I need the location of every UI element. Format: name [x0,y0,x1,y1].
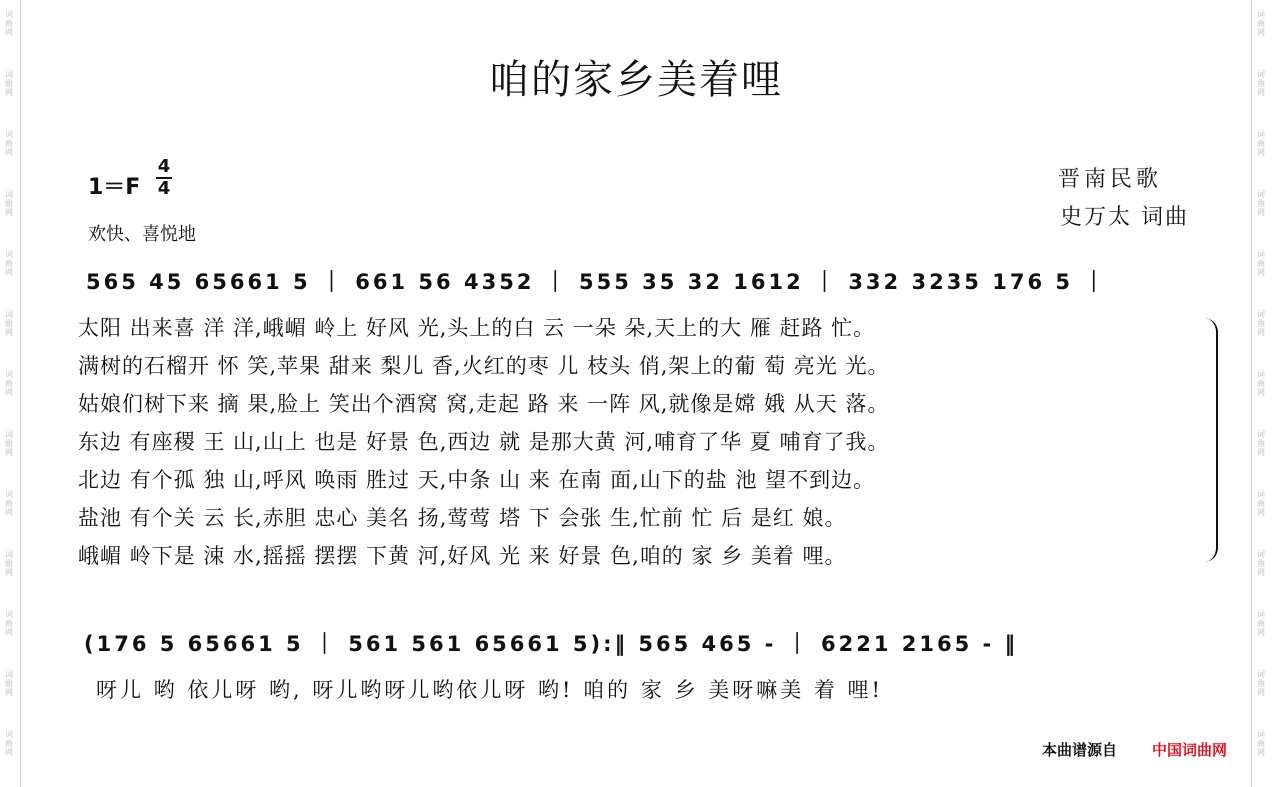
watermark-text: 词曲网 [1257,10,1265,37]
verse-brace [1200,318,1218,562]
meter-bottom: 4 [157,178,171,199]
notation-line-2: (176 5 65661 5 ｜ 561 561 65661 5):‖ 565 465 - ｜ 6221 2165 - ‖ [84,632,1019,656]
watermark-text: 词曲网 [5,310,13,337]
watermark-text: 词曲网 [5,250,13,277]
verse-line-6: 盐池 有个关 云 长,赤胆 忠心 美名 扬,莺莺 塔 下 会张 生,忙前 忙 后 是红 娘。 [78,506,847,530]
tempo-marking: 欢快、喜悦地 [88,224,196,245]
watermark-text: 词曲网 [5,130,13,157]
watermark-text: 词曲网 [5,490,13,517]
watermark-text: 词曲网 [5,550,13,577]
left-watermark-strip [0,0,21,787]
watermark-text: 词曲网 [1257,130,1265,157]
verse-line-1: 太阳 出来喜 洋 洋,峨嵋 岭上 好风 光,头上的白 云 一朵 朵,天上的大 雁 赶路 忙。 [78,316,876,340]
watermark-text: 词曲网 [5,70,13,97]
watermark-text: 词曲网 [1257,370,1265,397]
watermark-text: 词曲网 [5,670,13,697]
watermark-text: 词曲网 [1257,70,1265,97]
watermark-text: 词曲网 [1257,730,1265,757]
watermark-text: 词曲网 [1257,430,1265,457]
key-signature: 1＝F [88,175,141,200]
verse-line-7: 峨嵋 岭下是 涑 水,摇摇 摆摆 下黄 河,好风 光 来 好景 色,咱的 家 乡 美着 哩。 [78,544,847,568]
watermark-text: 词曲网 [1257,670,1265,697]
watermark-text: 词曲网 [5,430,13,457]
watermark-text: 词曲网 [5,610,13,637]
watermark-text: 词曲网 [1257,310,1265,337]
watermark-text: 词曲网 [5,370,13,397]
watermark-text: 词曲网 [5,190,13,217]
verse-line-5: 北边 有个孤 独 山,呼风 唤雨 胜过 天,中条 山 来 在南 面,山下的盐 池 望不到边。 [78,468,876,492]
watermark-text: 词曲网 [1257,250,1265,277]
source-label: 本曲谱源自 [1042,741,1118,759]
watermark-text: 词曲网 [1257,550,1265,577]
lyricist-credit: 史万太 词曲 [1060,205,1189,230]
watermark-text: 词曲网 [5,730,13,757]
song-title: 咱的家乡美着哩 [489,57,783,103]
refrain-lyric: 呀儿 哟 依儿呀 哟, 呀儿哟呀儿哟依儿呀 哟! 咱的 家 乡 美呀嘛美 着 哩! [96,678,883,702]
right-watermark-strip [1251,0,1272,787]
site-name: 中国词曲网 [1152,741,1228,759]
verse-line-4: 东边 有座稷 王 山,山上 也是 好景 色,西边 就 是那大黄 河,哺育了华 夏 哺育了我。 [78,430,890,454]
watermark-text: 词曲网 [1257,190,1265,217]
verse-line-2: 满树的石榴开 怀 笑,苹果 甜来 梨儿 香,火红的枣 儿 枝头 俏,架上的葡 萄 亮光 光。 [78,354,890,378]
watermark-text: 词曲网 [1257,610,1265,637]
time-signature [156,157,172,199]
origin-credit: 晋南民歌 [1058,167,1163,192]
verse-line-3: 姑娘们树下来 摘 果,脸上 笑出个酒窝 窝,走起 路 来 一阵 风,就像是嫦 娥 从天 落。 [78,392,890,416]
notation-line-1: 565 45 65661 5 ｜ 661 56 4352 ｜ 555 35 32 1612 ｜ 332 3235 176 5 ｜ [86,270,1108,294]
watermark-text: 词曲网 [5,10,13,37]
watermark-text: 词曲网 [1257,490,1265,517]
meter-top: 4 [157,156,171,177]
